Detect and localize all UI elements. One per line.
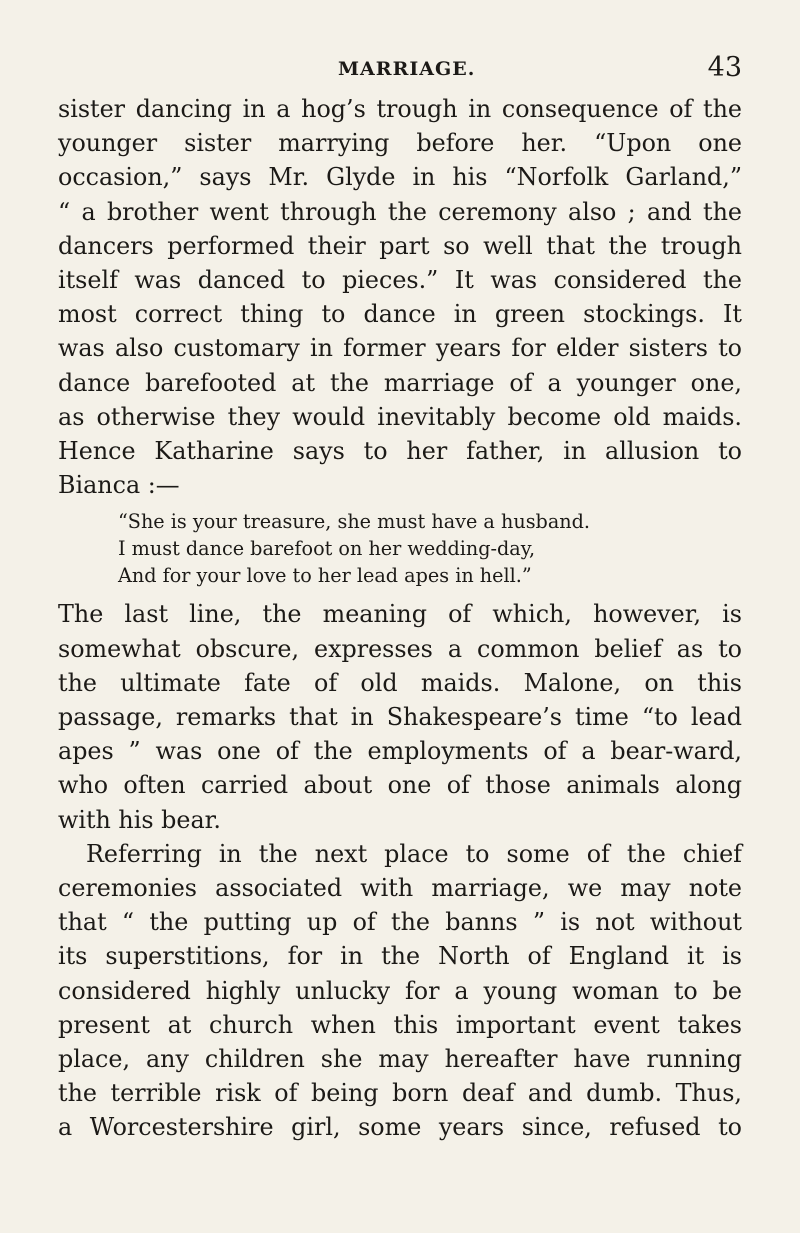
page-header <box>58 52 742 92</box>
text-line: Hence Katharine says to her father, in allusion to <box>58 437 742 466</box>
text-line: “ a brother went through the ceremony also ; and the <box>58 197 742 226</box>
text-line: ceremonies associated with marriage, we may note <box>58 874 742 903</box>
text-line: younger sister marrying before her. “Upon one <box>58 129 742 158</box>
text-line: that “ the putting up of the banns ” is not without <box>58 908 742 937</box>
text-line: the ultimate fate of old maids. Malone, on this <box>58 668 742 697</box>
verse-line: And for your love to her lead apes in hell.” <box>118 564 532 588</box>
text-line: who often carried about one of those animals along <box>58 771 742 800</box>
paragraph-1 <box>58 92 742 502</box>
text-line: dance barefooted at the marriage of a younger one, <box>58 368 742 397</box>
text-line: Bianca :— <box>58 471 180 500</box>
text-line: the terrible risk of being born deaf and dumb. Thus, <box>58 1079 742 1108</box>
verse-quotation <box>58 508 742 589</box>
text-line: The last line, the meaning of which, however, is <box>58 600 742 629</box>
paragraph-3 <box>58 837 742 1145</box>
running-head: MARRIAGE. <box>338 58 476 80</box>
text-line: itself was danced to pieces.” It was considered the <box>58 266 742 295</box>
text-line: passage, remarks that in Shakespeare’s time “to lead <box>58 703 742 732</box>
text-line: most correct thing to dance in green stockings. It <box>58 300 742 329</box>
text-line: occasion,” says Mr. Glyde in his “Norfolk Garland,” <box>58 163 742 192</box>
text-line: place, any children she may hereafter have running <box>58 1045 742 1074</box>
verse-line: I must dance barefoot on her wedding-day, <box>118 537 536 561</box>
paragraph-2 <box>58 597 742 836</box>
verse-line: “She is your treasure, she must have a husband. <box>118 510 590 534</box>
text-line: somewhat obscure, expresses a common belief as to <box>58 634 742 663</box>
text-line: sister dancing in a hog’s trough in consequence of the <box>58 95 742 123</box>
text-line: considered highly unlucky for a young woman to be <box>58 976 742 1005</box>
text-line: dancers performed their part so well that the trough <box>58 231 742 260</box>
text-line: with his bear. <box>58 805 221 834</box>
text-line: apes ” was one of the employments of a bear-ward, <box>58 737 742 766</box>
text-line: was also customary in former years for elder sisters to <box>58 334 742 363</box>
text-line: as otherwise they would inevitably become old maids. <box>58 402 742 431</box>
text-line: a Worcestershire girl, some years since, refused to <box>58 1113 742 1142</box>
book-page <box>58 52 742 1145</box>
text-line: Referring in the next place to some of the chief <box>86 839 742 868</box>
page-number: 43 <box>707 52 742 83</box>
text-line: present at church when this important event takes <box>58 1010 742 1039</box>
text-line: its superstitions, for in the North of England it is <box>58 942 742 971</box>
